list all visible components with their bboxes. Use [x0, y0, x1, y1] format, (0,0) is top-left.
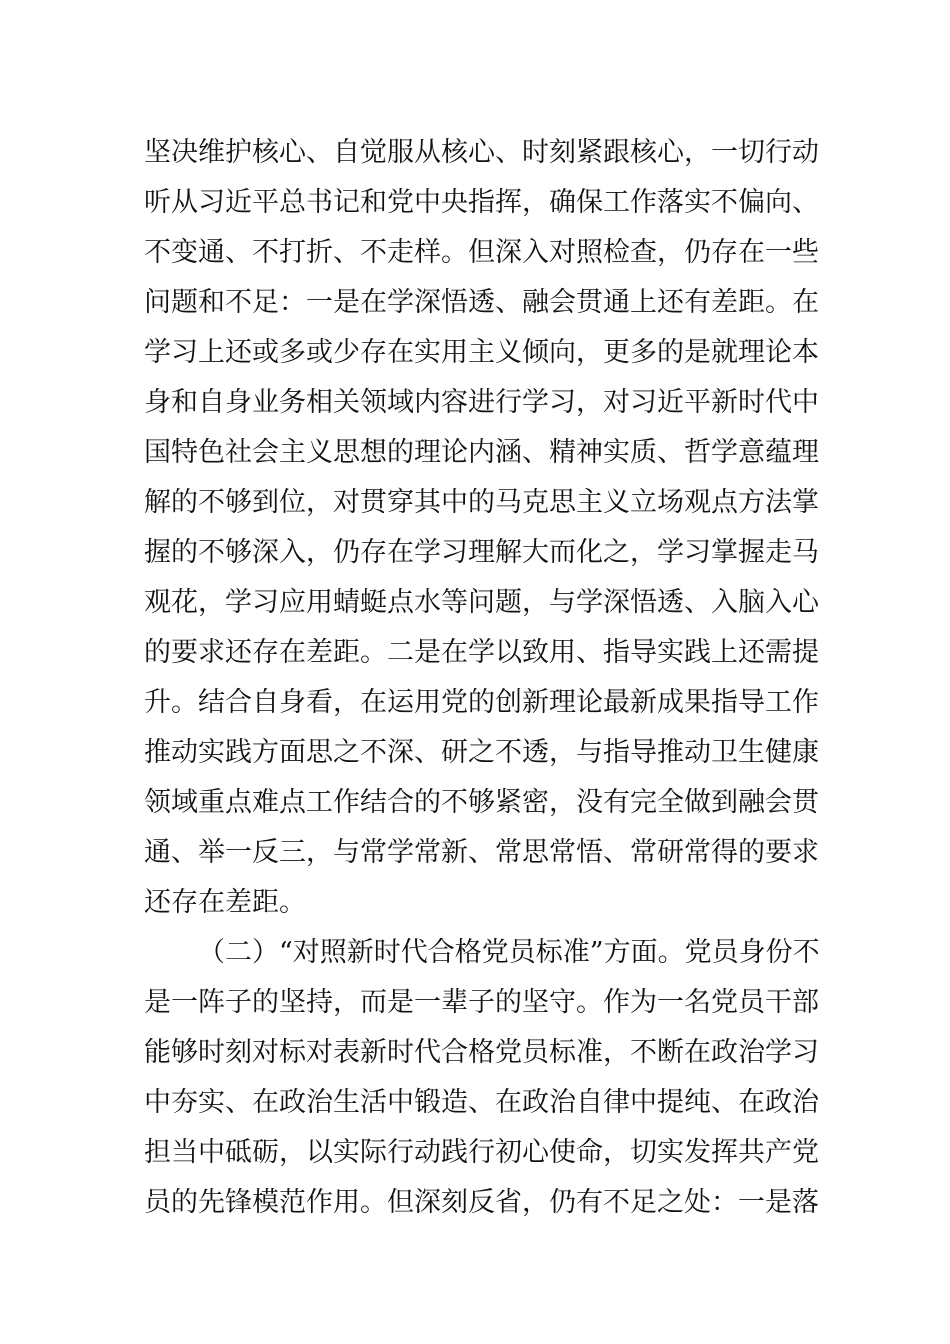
text-line: 问题和不足：一是在学深悟透、融会贯通上还有差距。在: [144, 287, 819, 318]
text-line: 听从习近平总书记和党中央指挥，确保工作落实不偏向、: [144, 187, 819, 218]
text-line: 不变通、不打折、不走样。但深入对照检查，仍存在一些: [144, 237, 819, 268]
text-line: 解的不够到位，对贯穿其中的马克思主义立场观点方法掌: [144, 487, 819, 518]
text-line: 员的先锋模范作用。但深刻反省，仍有不足之处：一是落: [144, 1187, 819, 1218]
text-line: 观花，学习应用蜻蜓点水等问题，与学深悟透、入脑入心: [144, 587, 819, 618]
paragraph-heading: （二）“对照新时代合格党员标准”方面。党员身份不: [198, 937, 820, 968]
text-line: 中夯实、在政治生活中锻造、在政治自律中提纯、在政治: [144, 1087, 819, 1118]
text-line: 通、举一反三，与常学常新、常思常悟、常研常得的要求: [144, 837, 819, 868]
text-line: 推动实践方面思之不深、研之不透，与指导推动卫生健康: [144, 737, 819, 768]
text-line: 国特色社会主义思想的理论内涵、精神实质、哲学意蕴理: [144, 437, 819, 468]
text-line: 握的不够深入，仍存在学习理解大而化之，学习掌握走马: [144, 537, 819, 568]
text-line: 学习上还或多或少存在实用主义倾向，更多的是就理论本: [144, 337, 819, 368]
text-line: 升。结合自身看，在运用党的创新理论最新成果指导工作: [144, 687, 819, 718]
text-line: 担当中砥砺，以实际行动践行初心使命，切实发挥共产党: [144, 1137, 819, 1168]
text-line: 能够时刻对标对表新时代合格党员标准，不断在政治学习: [144, 1037, 819, 1068]
text-line: 的要求还存在差距。二是在学以致用、指导实践上还需提: [144, 637, 819, 668]
text-line: 领域重点难点工作结合的不够紧密，没有完全做到融会贯: [144, 787, 819, 818]
text-line: 身和自身业务相关领域内容进行学习，对习近平新时代中: [144, 387, 819, 418]
text-line: 坚决维护核心、自觉服从核心、时刻紧跟核心，一切行动: [144, 137, 819, 168]
text-line: 是一阵子的坚持，而是一辈子的坚守。作为一名党员干部: [144, 987, 819, 1018]
text-line: 还存在差距。: [144, 887, 306, 918]
